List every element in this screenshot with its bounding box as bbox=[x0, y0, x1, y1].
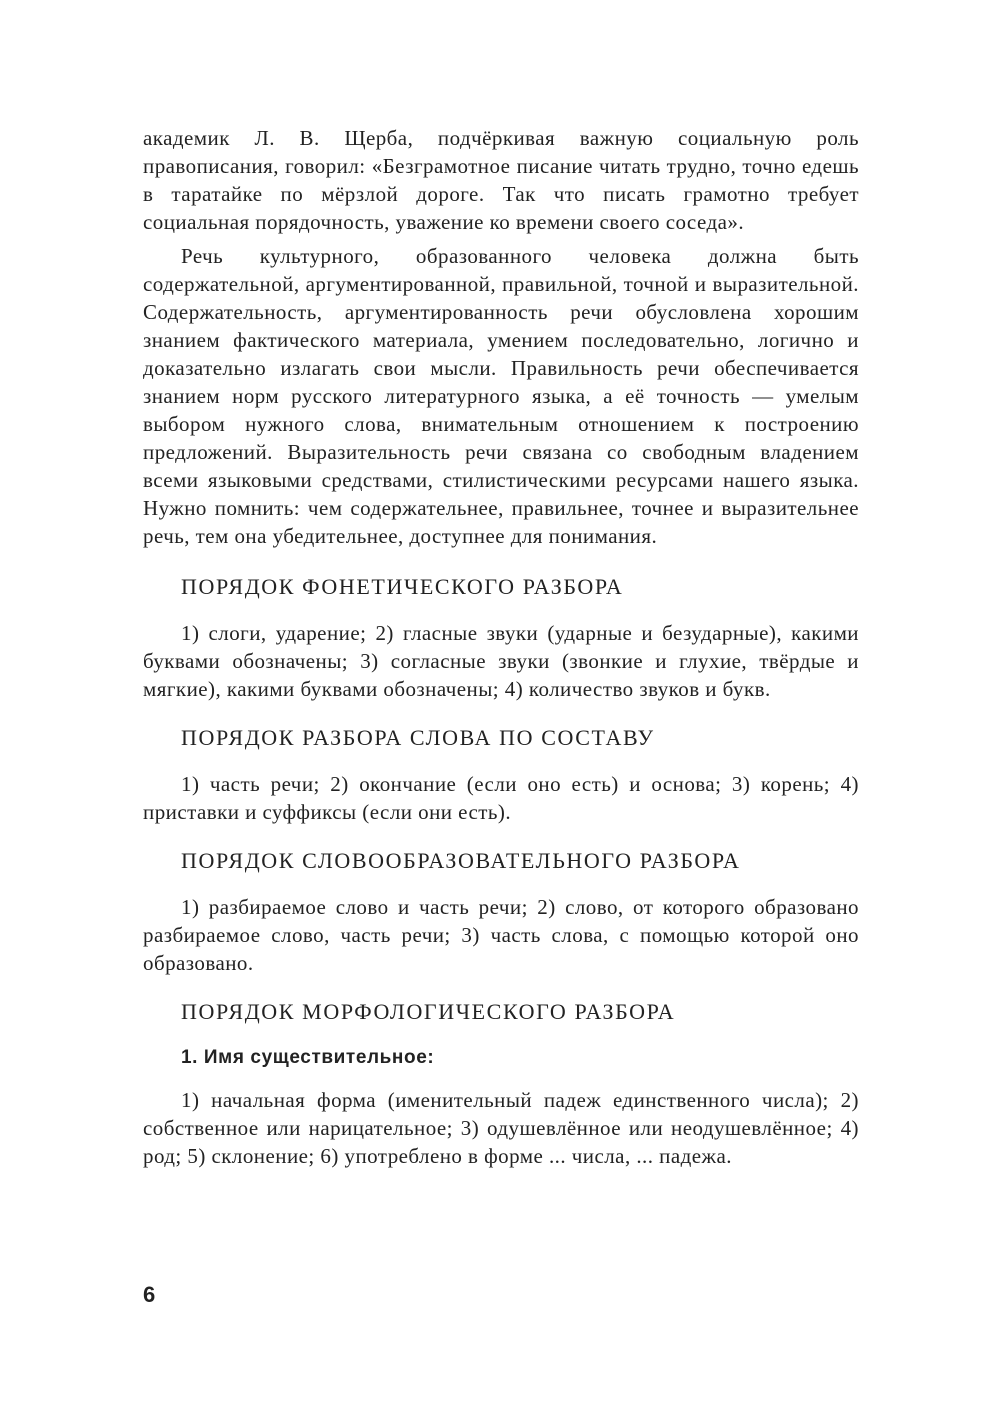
noun-analysis-steps: 1) начальная форма (именительный падеж единственного числа); 2) собственное или нарицательное; 3) одушевлённое или неодушевлённое; 4) род; 5) склонение; 6) употреблено в форме ... числа, ... падежа. bbox=[143, 1088, 859, 1168]
paragraph-shcherba-quote: академик Л. В. Щерба, подчёркивая важную социальную роль правописания, говорил: «Безграмотное писание читать трудно, точно едешь в таратайке по мёрзлой дороге. Так что писать грамотно требует социальная порядочность, уважение ко времени своего соседа». bbox=[143, 126, 859, 234]
heading-phonetic-analysis: ПОРЯДОК ФОНЕТИЧЕСКОГО РАЗБОРА bbox=[181, 574, 624, 599]
subheading-noun: 1. Имя существительное: bbox=[181, 1047, 435, 1068]
page-content bbox=[143, 124, 859, 1170]
heading-morphological-analysis: ПОРЯДОК МОРФОЛОГИЧЕСКОГО РАЗБОРА bbox=[181, 999, 676, 1024]
word-formation-analysis-steps: 1) разбираемое слово и часть речи; 2) слово, от которого образовано разбираемое слово, часть речи; 3) часть слова, с помощью которой оно образовано. bbox=[143, 895, 859, 975]
heading-word-formation-analysis: ПОРЯДОК СЛОВООБРАЗОВАТЕЛЬНОГО РАЗБОРА bbox=[181, 848, 741, 873]
heading-composition-analysis: ПОРЯДОК РАЗБОРА СЛОВА ПО СОСТАВУ bbox=[181, 725, 655, 750]
paragraph-speech-culture: Речь культурного, образованного человека должна быть содержательной, аргументированной, правильной, точной и выразительной. Содержательность, аргументированность речи обусловлена хорошим знанием фактического материала, умением последовательно, логично и доказательно излагать свои мысли. Правильность речи обеспечивается знанием норм русского литературного языка, а её точность — умелым выбором нужного слова, внимательным отношением к построению предложений. Выразительность речи связана со свободным владением всеми языковыми средствами, стилистическими ресурсами нашего языка. Нужно помнить: чем содержательнее, правильнее, точнее и выразительнее речь, тем она убедительнее, доступнее для понимания. bbox=[143, 244, 859, 548]
page-number: 6 bbox=[143, 1282, 156, 1307]
phonetic-analysis-steps: 1) слоги, ударение; 2) гласные звуки (ударные и безударные), какими буквами обозначены; 3) согласные звуки (звонкие и глухие, твёрдые и мягкие), какими буквами обозначены; 4) количество звуков и букв. bbox=[143, 621, 859, 701]
composition-analysis-steps: 1) часть речи; 2) окончание (если оно есть) и основа; 3) корень; 4) приставки и суффиксы (если они есть). bbox=[143, 772, 859, 824]
